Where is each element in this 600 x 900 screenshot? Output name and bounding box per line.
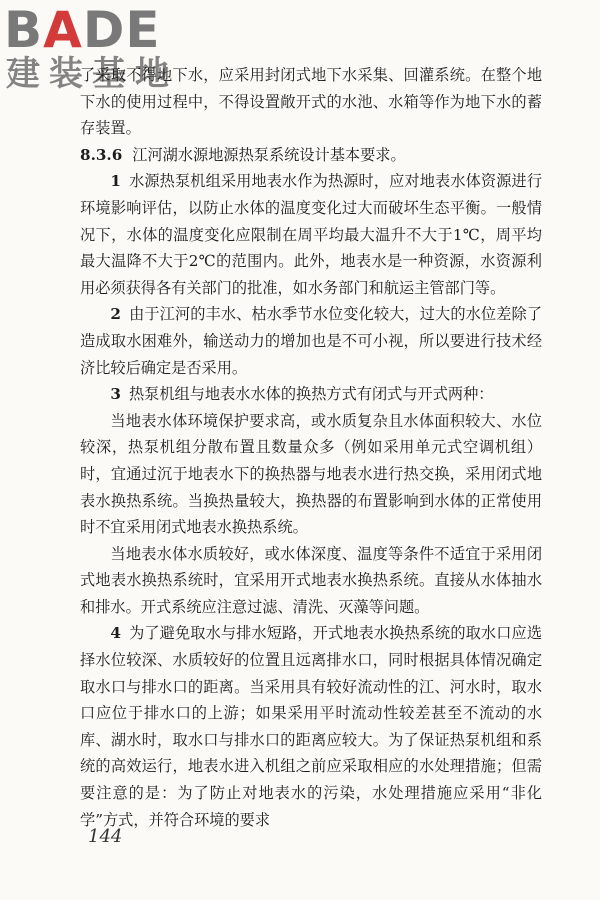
item-text: 为了避免取水与排水短路，开式地表水换热系统的取水口应选择水位较深、水质较好的位置且远离排水口，同时根据具体情况确定取水口与排水口的距离。当采用具有较好流动性的江、河水时，取水口应位于排水口的上游；如果采用平时流动性较差甚至不流动的水库、湖水时，取水口与排水口的距离应较大。为了保证热泵机组和系统的高效运行，地表水进入机组之前应采取相应的水处理措施；但需要注意的是：为了防止对地表水的污染，水处理措施应采用“非化学”方式，并符合环境的要求	[80, 624, 542, 829]
list-item-4	[80, 620, 542, 833]
logo-wordmark: BADE	[4, 1, 161, 59]
section-number: 8.3.6	[80, 145, 123, 164]
item-number: 1	[110, 172, 121, 191]
page-number: 144	[88, 826, 123, 847]
list-item-3	[80, 381, 542, 408]
item-number: 2	[110, 305, 121, 324]
item-number: 4	[110, 624, 121, 643]
paragraph-continued: 了采取不得地下水，应采用封闭式地下水采集、回灌系统。在整个地下水的使用过程中，不得设置敞开式的水池、水箱等作为地下水的蓄存装置。	[80, 66, 542, 138]
item-text: 热泵机组与地表水水体的换热方式有闭式与开式两种：	[128, 385, 494, 404]
section-title: 江河湖水源地源热泵系统设计基本要求。	[132, 145, 406, 164]
section-heading	[80, 142, 542, 169]
item-text: 由于江河的丰水、枯水季节水位变化较大，过大的水位差除了造成取水困难外，输送动力的增加也是不可小视，所以要进行技术经济比较后确定是否采用。	[80, 305, 542, 377]
item-number: 3	[110, 385, 121, 404]
body-text	[80, 62, 542, 833]
logo-subtitle: 建装基地	[6, 54, 178, 94]
item-text: 水源热泵机组采用地表水作为热源时，应对地表水体资源进行环境影响评估，以防止水体的温度变化过大而破坏生态平衡。一般情况下，水体的温度变化应限制在周平均最大温升不大于1℃，周平均最大温降不大于2℃的范围内。此外，地表水是一种资源，水资源利用必须获得各有关部门的批准，如水务部门和航运主管部门等。	[80, 172, 542, 297]
list-item-1	[80, 168, 542, 301]
paragraph-open-loop: 当地表水体水质较好，或水体深度、温度等条件不适宜于采用闭式地表水换热系统时，宜采用开式地表水换热系统。直接从水体抽水和排水。开式系统应注意过滤、清洗、灭藻等问题。	[80, 544, 542, 616]
list-item-2	[80, 301, 542, 381]
paragraph-closed-loop: 当地表水体环境保护要求高，或水质复杂且水体面积较大、水位较深，热泵机组分散布置且数量众多（例如采用单元式空调机组）时，宜通过沉于地表水下的换热器与地表水进行热交换，采用闭式地表水换热系统。当换热量较大，换热器的布置影响到水体的正常使用时不宜采用闭式地表水换热系统。	[80, 411, 542, 537]
